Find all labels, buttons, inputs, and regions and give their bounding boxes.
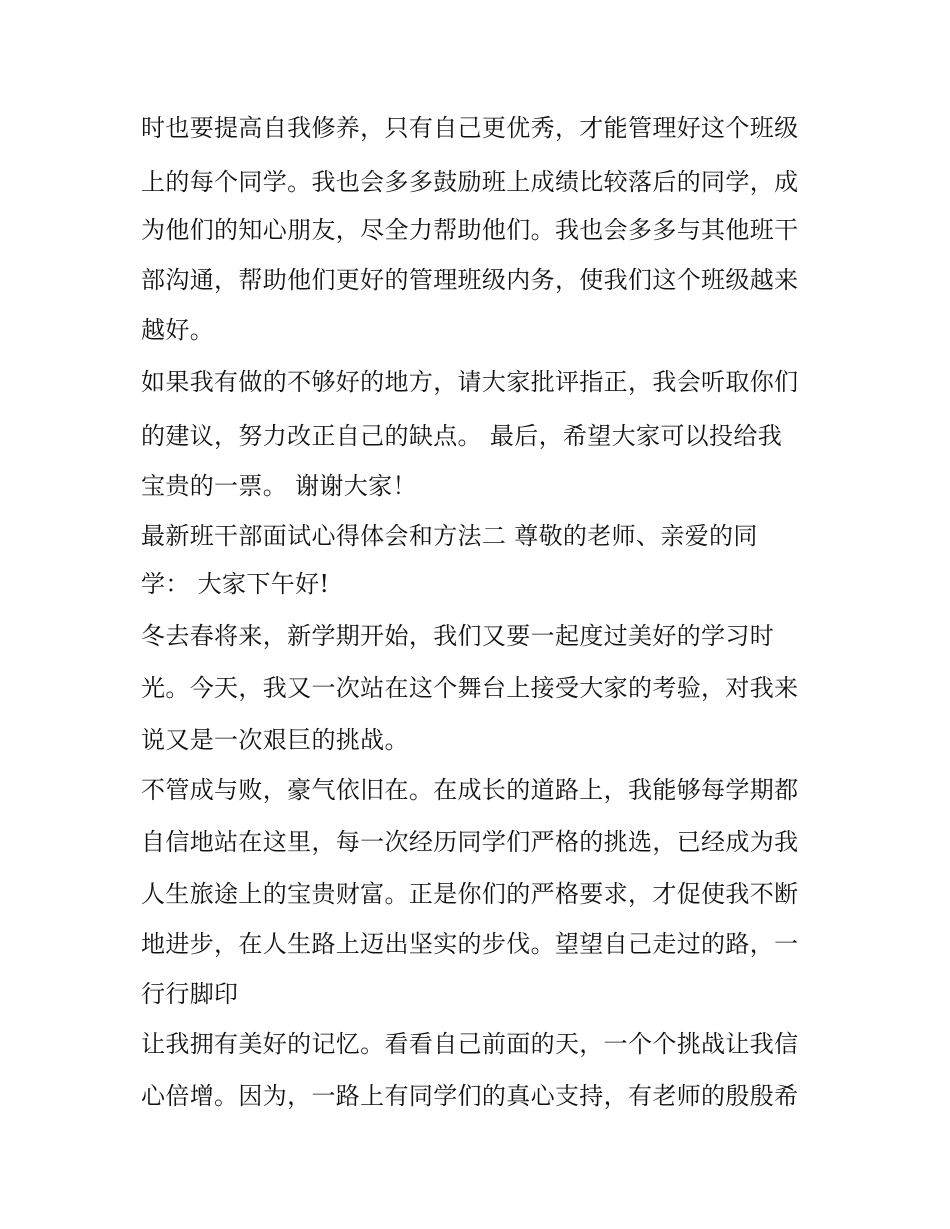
text-line: 冬去春将来，新学期开始，我们又要一起度过美好的学习时 xyxy=(141,622,775,650)
text-line: 让我拥有美好的记忆。看看自己前面的天，一个个挑战让我信 xyxy=(141,1030,799,1058)
text-line: 的建议，努力改正自己的缺点。 最后，希望大家可以投给我 xyxy=(141,422,783,450)
text-line: 地进步，在人生路上迈出坚实的步伐。望望自己走过的路，一 xyxy=(141,930,799,958)
text-line: 人生旅途上的宝贵财富。正是你们的严格要求，才促使我不断 xyxy=(141,880,799,908)
text-line: 宝贵的一票。 谢谢大家！ xyxy=(141,472,417,500)
text-line: 行行脚印 xyxy=(141,980,239,1008)
text-line: 为他们的知心朋友，尽全力帮助他们。我也会多多与其他班干 xyxy=(141,216,799,244)
text-line: 部沟通，帮助他们更好的管理班级内务，使我们这个班级越来 xyxy=(141,266,799,294)
text-line: 上的每个同学。我也会多多鼓励班上成绩比较落后的同学，成 xyxy=(141,168,799,196)
text-line: 自信地站在这里，每一次经历同学们严格的挑选，已经成为我 xyxy=(141,828,799,856)
text-line: 时也要提高自我修养，只有自己更优秀，才能管理好这个班级 xyxy=(141,114,799,142)
text-line: 最新班干部面试心得体会和方法二 尊敬的老师、亲爱的同 xyxy=(141,522,758,550)
text-line: 光。今天，我又一次站在这个舞台上接受大家的考验，对我来 xyxy=(141,674,799,702)
text-line: 心倍增。因为，一路上有同学们的真心支持，有老师的殷殷希 xyxy=(141,1082,799,1110)
text-line: 越好。 xyxy=(141,316,215,344)
text-line: 说又是一次艰巨的挑战。 xyxy=(141,726,409,754)
text-line: 学： 大家下午好! xyxy=(141,570,330,598)
text-line: 如果我有做的不够好的地方，请大家批评指正，我会听取你们 xyxy=(141,368,799,396)
text-line: 不管成与败，豪气依旧在。在成长的道路上，我能够每学期都 xyxy=(141,776,799,804)
